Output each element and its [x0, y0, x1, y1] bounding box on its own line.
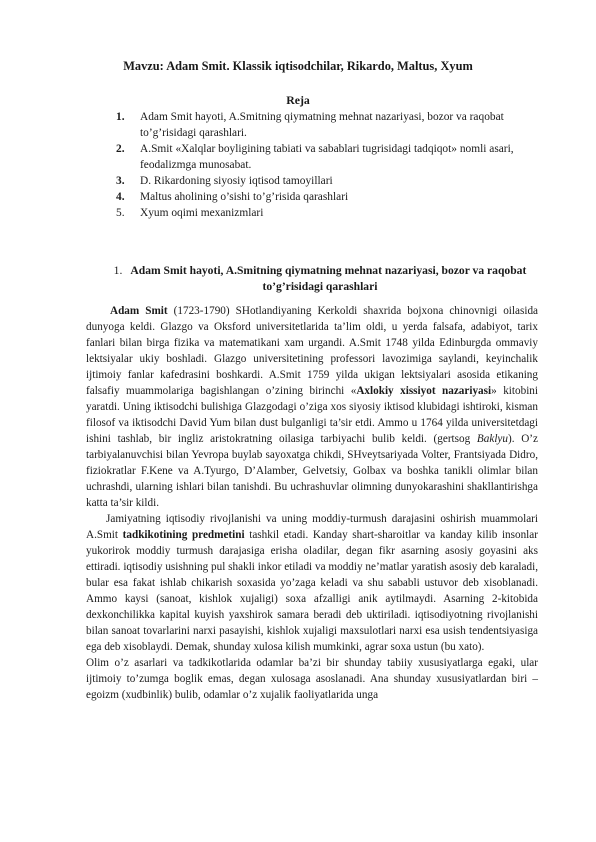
paragraph-text: Olim o’z asarlari va tadkikotlarida odamlar ba’zi bir shunday tabiiy xususiyatlarga egaki, ular ijtimoiy to’zumga boglik emas, degan xulosaga asoslanadi. Ana shunday xususiyatlardan biri – egoizm (xudbinlik) bulib, odamlar o’z xujalik faoliyatlarida unga [86, 657, 538, 701]
paragraph-text: tashkil etadi. Kanday shart-sharoitlar va kanday kilib insonlar yukorirok moddiy turmush darajasiga erisha oladilar, degan fikr asarning asosiy goyasini aks ettiradi. iqtisodiy usishning pul shakli inkor etiladi va moddiy ne’matlar yaratish asosiy deb karaladi, bular esa fakat ishlab chikarish soxasida yo’zaga keladi va shu sababli ustuvor deb xisoblanadi. Ammo kaysi (sanoat, kishlok xujaligi) soxa afzalligi anik aytilmaydi. Asarning 2-kitobida dexkonchilikka kapital kuyish yaxshirok samara beradi deb uktiriladi. iqtisodiyotning rivojlanishi bilan sanoat tovarlarini narxi pasayishi, kishlok xujaligi maxsulotlari narxi esa usish tendentsiyasiga ega deb xisoblaydi. Demak, shunday xulosa kilish mumkinki, agrar soxa ustun (bu xato). [86, 529, 538, 653]
plan-heading: Reja [286, 93, 310, 107]
plan-item-text: Adam Smit hayoti, A.Smitning qiymatning mehnat nazariyasi, bozor va raqobat to’g’risidagi qarashlari. [140, 111, 504, 139]
plan-item [116, 205, 516, 221]
section-title: Adam Smit hayoti, A.Smitning qiymatning mehnat nazariyasi, bozor va raqobat to’g’risidagi qarashlari [130, 264, 527, 293]
plan-item-text: Maltus aholining o’sishi to’g’risida qarashlari [140, 191, 349, 203]
paragraph [86, 655, 538, 703]
plan-item [116, 173, 516, 189]
plan-item-text: Xyum oqimi mexanizmlari [140, 207, 264, 219]
plan-item-number: 5. [116, 207, 125, 219]
section-heading [110, 263, 530, 295]
plan-item-number: 4. [116, 191, 125, 203]
bold-name: Adam Smit [110, 305, 168, 317]
paragraph [86, 303, 538, 511]
paragraph-text: Jamiyatning iqtisodiy rivojlanishi va uning moddiy-turmush darajasini oshirish muammolari A.Smit [86, 513, 538, 541]
plan-item-number: 3. [116, 175, 125, 187]
plan-item [116, 189, 516, 205]
document-body [86, 303, 538, 703]
paragraph [86, 511, 538, 655]
plan-item-text: A.Smit «Xalqlar boyligining tabiati va sabablari tugrisidagi tadqiqot» nomli asari, feodalizmga munosabat. [140, 143, 514, 171]
paragraph-text: (1723-1790) SHotlandiyaning Kerkoldi shaxrida bojxona chinovnigi oilasida dunyoga keldi. Glazgo va Oksford universitetlarida ta’lim oldi, u yerda falsafa, adabiyot, tarix fanlari bilan birga fizika va matematikani xam urgandi. A.Smit 1748 yilda Edinburgda ommaviy lektsiyalar ukiy boshladi. Glazgo universitetining professori lavozimiga saylandi, keyinchalik ijtimoiy fanlar kafedrasini boshkardi. A.Smit 1759 yilda ukigan lektsiyalari asosida etikaning falsafiy muammolariga bagishlangan o’zining birinchi « [86, 305, 539, 397]
paragraph-text: ). O’z tarbiyalanuvchisi bilan Yevropa buylab sayoxatga chikdi, SHveytsariyada Volter, Frantsiyada Didro, fiziokratlar F.Kene va A.Tyurgo, D’Alamber, Gelvetsiy, Golbax va boshka tanikli olimlar bilan uchrashdi, ularning ishlari bilan tanishdi. Bu uchrashuvlar olimning dunyokarashini shakllantirishga katta ta’sir kildi. [86, 433, 538, 509]
plan-item [116, 109, 516, 141]
plan-item-number: 2. [116, 143, 125, 155]
section-number: 1. [113, 264, 123, 277]
plan-item-text: D. Rikardoning siyosiy iqtisod tamoyillari [140, 175, 333, 187]
plan-list [116, 109, 516, 221]
book-title: Axlokiy xissiyot nazariyasi [356, 385, 492, 397]
italic-name: Baklyu [476, 433, 508, 445]
bold-term: tadkikotining predmetini [122, 529, 245, 541]
document-title: Mavzu: Adam Smit. Klassik iqtisodchilar, Rikardo, Maltus, Xyum [123, 59, 473, 73]
paragraph-text: » kitobini yaratdi. Uning iktisodchi bulishiga Glazgodagi o’ziga xos siyosiy iktisod klubidagi ishtiroki, kisman filosof va iktisodchi David Yum bilan dust bulganligi ta’sir etdi. Ammo u 1764 yilda universitetdagi ishini tashlab, bir ingliz aristokratning oilasiga tarbiyachi bulib keldi. (gertsog [86, 385, 538, 445]
plan-item-number: 1. [116, 111, 125, 123]
plan-item [116, 141, 516, 173]
